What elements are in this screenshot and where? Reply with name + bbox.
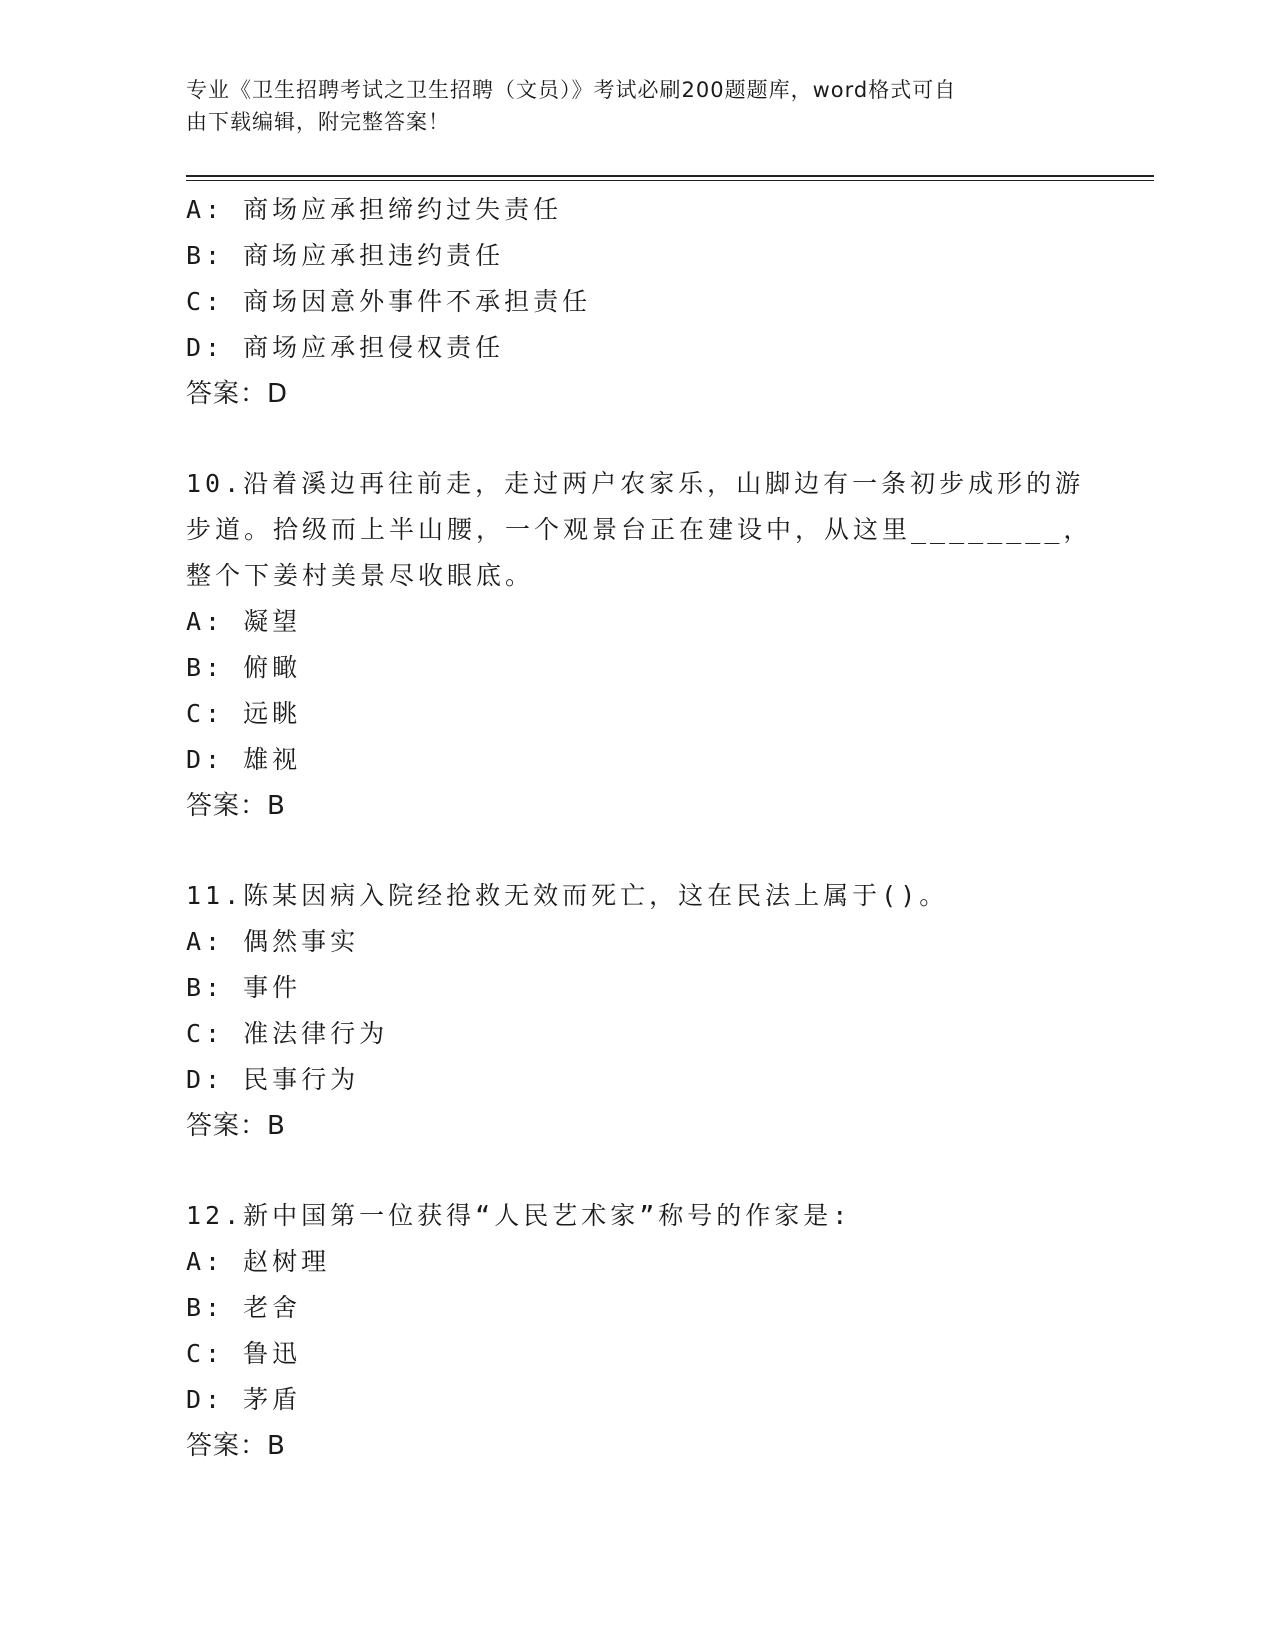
option-b: B: 事件 bbox=[186, 973, 302, 1002]
question-list bbox=[186, 187, 1093, 1469]
header-title-line-2: 由下载编辑，附完整答案！ bbox=[186, 110, 450, 134]
option-a: A: 凝望 bbox=[186, 607, 302, 636]
option-c: C: 远眺 bbox=[186, 699, 302, 728]
question-text-line-1: 12.新中国第一位获得“人民艺术家”称号的作家是: bbox=[186, 1201, 852, 1230]
question-spacer bbox=[186, 1149, 1086, 1193]
answer: 答案：B bbox=[186, 1111, 286, 1141]
option-a: A: 偶然事实 bbox=[186, 927, 360, 956]
question-12 bbox=[186, 1193, 1086, 1469]
option-b: B: 老舍 bbox=[186, 1293, 302, 1322]
answer: 答案：D bbox=[186, 379, 289, 409]
option-b: B: 俯瞰 bbox=[186, 653, 302, 682]
document-header bbox=[186, 74, 1066, 138]
option-d: D: 商场应承担侵权责任 bbox=[186, 333, 505, 362]
option-a: A: 商场应承担缔约过失责任 bbox=[186, 195, 563, 224]
answer: 答案：B bbox=[186, 791, 286, 821]
question-10 bbox=[186, 461, 1093, 829]
header-divider-thick bbox=[186, 175, 1154, 177]
question-text-line-1: 10.沿着溪边再往前走，走过两户农家乐，山脚边有一条初步成形的游 bbox=[186, 469, 1085, 498]
question-text-line-2: 步道。拾级而上半山腰，一个观景台正在建设中，从这里________， bbox=[186, 515, 1093, 544]
question-9 bbox=[186, 187, 1086, 417]
answer: 答案：B bbox=[186, 1431, 286, 1461]
option-d: D: 民事行为 bbox=[186, 1065, 360, 1094]
header-divider-thin bbox=[186, 180, 1154, 181]
header-title-line-1: 专业《卫生招聘考试之卫生招聘（文员）》考试必刷200题题库，word格式可自 bbox=[186, 78, 957, 102]
question-spacer bbox=[186, 829, 1086, 873]
option-a: A: 赵树理 bbox=[186, 1247, 331, 1276]
option-c: C: 准法律行为 bbox=[186, 1019, 389, 1048]
option-b: B: 商场应承担违约责任 bbox=[186, 241, 505, 270]
question-spacer bbox=[186, 417, 1086, 461]
question-text-line-1: 11.陈某因病入院经抢救无效而死亡，这在民法上属于()。 bbox=[186, 881, 949, 910]
option-d: D: 雄视 bbox=[186, 745, 302, 774]
question-11 bbox=[186, 873, 1086, 1149]
option-c: C: 鲁迅 bbox=[186, 1339, 302, 1368]
option-d: D: 茅盾 bbox=[186, 1385, 302, 1414]
option-c: C: 商场因意外事件不承担责任 bbox=[186, 287, 592, 316]
question-text-line-3: 整个下姜村美景尽收眼底。 bbox=[186, 561, 535, 590]
